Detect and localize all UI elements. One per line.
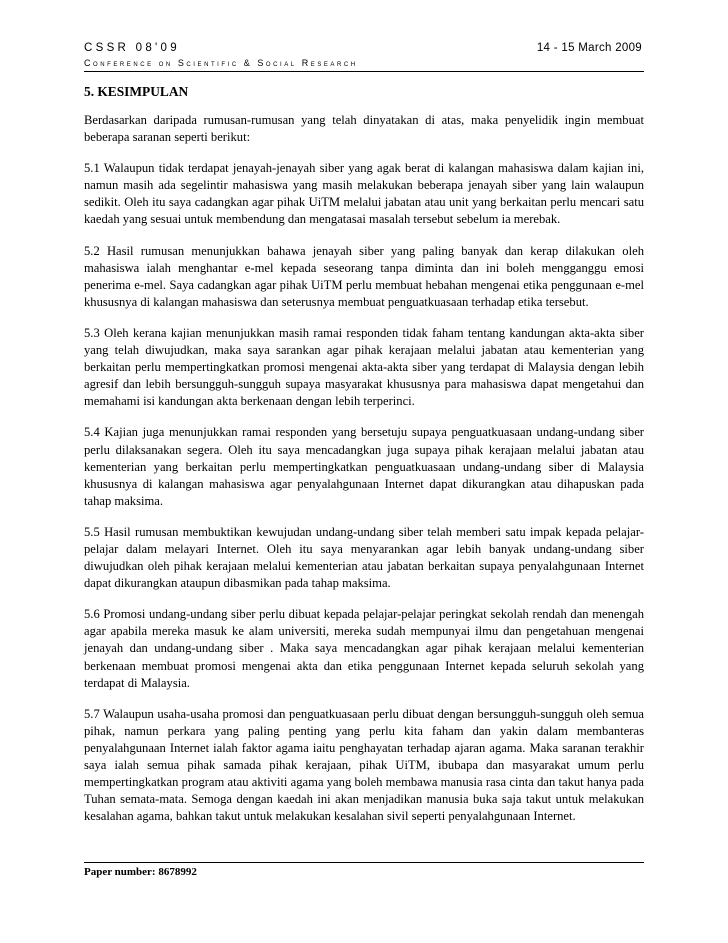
paper-number: Paper number: 8678992 <box>84 866 197 878</box>
running-header <box>84 42 644 56</box>
document-page <box>84 0 644 943</box>
paragraph-5-2: 5.2 Hasil rumusan menunjukkan bahawa jenayah siber yang paling banyak dan kerap dilakukan oleh mahasiswa ialah menghantar e-mel kepada seseorang tanpa diminta dan ini boleh mengganggu emosi penerima e-mel. Saya cadangkan agar pihak UiTM perlu membuat hebahan mengenai etika penggunaan e-mel khususnya di kalangan mahasiswa dan seterusnya membuat penguatkuasaan terhadap etika tersebut. <box>84 243 644 309</box>
paragraph-5-4: 5.4 Kajian juga menunjukkan ramai responden yang bersetuju supaya penguatkuasaan undang-undang siber perlu dilaksanakan segera. Oleh itu saya mencadangkan juga supaya pihak kerajaan melalui jabatan atau kementerian yang berkaitan perlu mempertingkatkan penguatkuasaan undang-undang siber di Malaysia khususnya di kalangan mahasiswa agar penyalahgunaan Internet dapat dikurangkan atau dihapuskan pada tahap maksima. <box>84 425 644 508</box>
paragraph-5-6: 5.6 Promosi undang-undang siber perlu dibuat kepada pelajar-pelajar peringkat sekolah rendah dan menengah agar apabila mereka masuk ke alam universiti, mereka sudah mempunyai ilmu dan pengetahuan mengenai jenayah dan undang-undang siber . Maka saya mencadangkan agar pihak kerajaan melalui kementerian berkenaan membuat promosi mengenai akta dan etika penggunaan Internet kepada seluruh sekolah yang terdapat di Malaysia. <box>84 607 644 690</box>
header-rule <box>84 71 644 72</box>
paragraph-5-1: 5.1 Walaupun tidak terdapat jenayah-jenayah siber yang agak berat di kalangan mahasiswa dalam kajian ini, namun masih ada segelintir mahasiswa yang masih melakukan beberapa jenayah siber yang lain walaupun sedikit. Oleh itu saya cadangkan agar pihak UiTM melalui jabatan atau unit yang berkaitan perlu mencari satu kaedah yang sesuai untuk membendung dan mengatasai masalah tersebut sebelum ia merebak. <box>84 161 644 227</box>
paragraph-5-7: 5.7 Walaupun usaha-usaha promosi dan penguatkuasaan perlu dibuat dengan bersungguh-sungguh oleh semua pihak, namun perkara yang paling penting yang perlu kita faham dan yakin dalam membanteras penyalahgunaan Internet ialah faktor agama iaitu penghayatan terhadap ajaran agama. Maka saranan terakhir saya ialah semua pihak samada pihak kerajaan, pihak UiTM, ibubapa dan masyarakat umum perlu mempertingkatkan program atau aktiviti agama yang boleh membawa manusia rasa cinta dan takut hanya pada Tuhan semata-mata. Semoga dengan kaedah ini akan menjadikan manusia buka saja takut untuk melakukan kesalahan agama, bahkan takut untuk melakukan kesalahan sivil seperti penyalahgunaan Internet. <box>84 706 644 824</box>
section-heading: 5. KESIMPULAN <box>84 84 189 99</box>
paragraph-5-3: 5.3 Oleh kerana kajian menunjukkan masih ramai responden tidak faham tentang kandungan akta-akta siber yang telah diwujudkan, maka saya sarankan agar pihak kerajaan melalui jabatan atau kementerian yang berkaitan perlu mempertingkatkan promosi mengenai akta-akta siber yang terdapat di Malaysia dengan lebih agresif dan lebih bersungguh-sungguh supaya masyarakat khususnya para mahasiswa dapat mengetahui dan memahami isi kandungan akta berkenaan dengan lebih terperinci. <box>84 325 644 409</box>
conference-date: 14 - 15 March 2009 <box>536 42 642 54</box>
conference-code: CSSR 08'09 <box>84 42 180 54</box>
intro-paragraph: Berdasarkan daripada rumusan-rumusan yang telah dinyatakan di atas, maka penyelidik ingin membuat beberapa saranan seperti berikut: <box>84 113 644 145</box>
footer-rule <box>84 862 644 863</box>
conference-name: Conference on Scientific & Social Research <box>84 58 358 68</box>
paragraph-5-5: 5.5 Hasil rumusan membuktikan kewujudan undang-undang siber telah memberi satu impak kepada pelajar-pelajar dalam melayari Internet. Oleh itu saya menyarankan agar lebih banyak undang-undang siber diwujudkan oleh pihak kerajaan melalui kementerian atau jabatan berkaitan supaya penyalahgunaan Internet dapat dikurangkan ataupun dibasmikan pada tahap maksima. <box>84 524 644 591</box>
document-body <box>84 83 644 839</box>
